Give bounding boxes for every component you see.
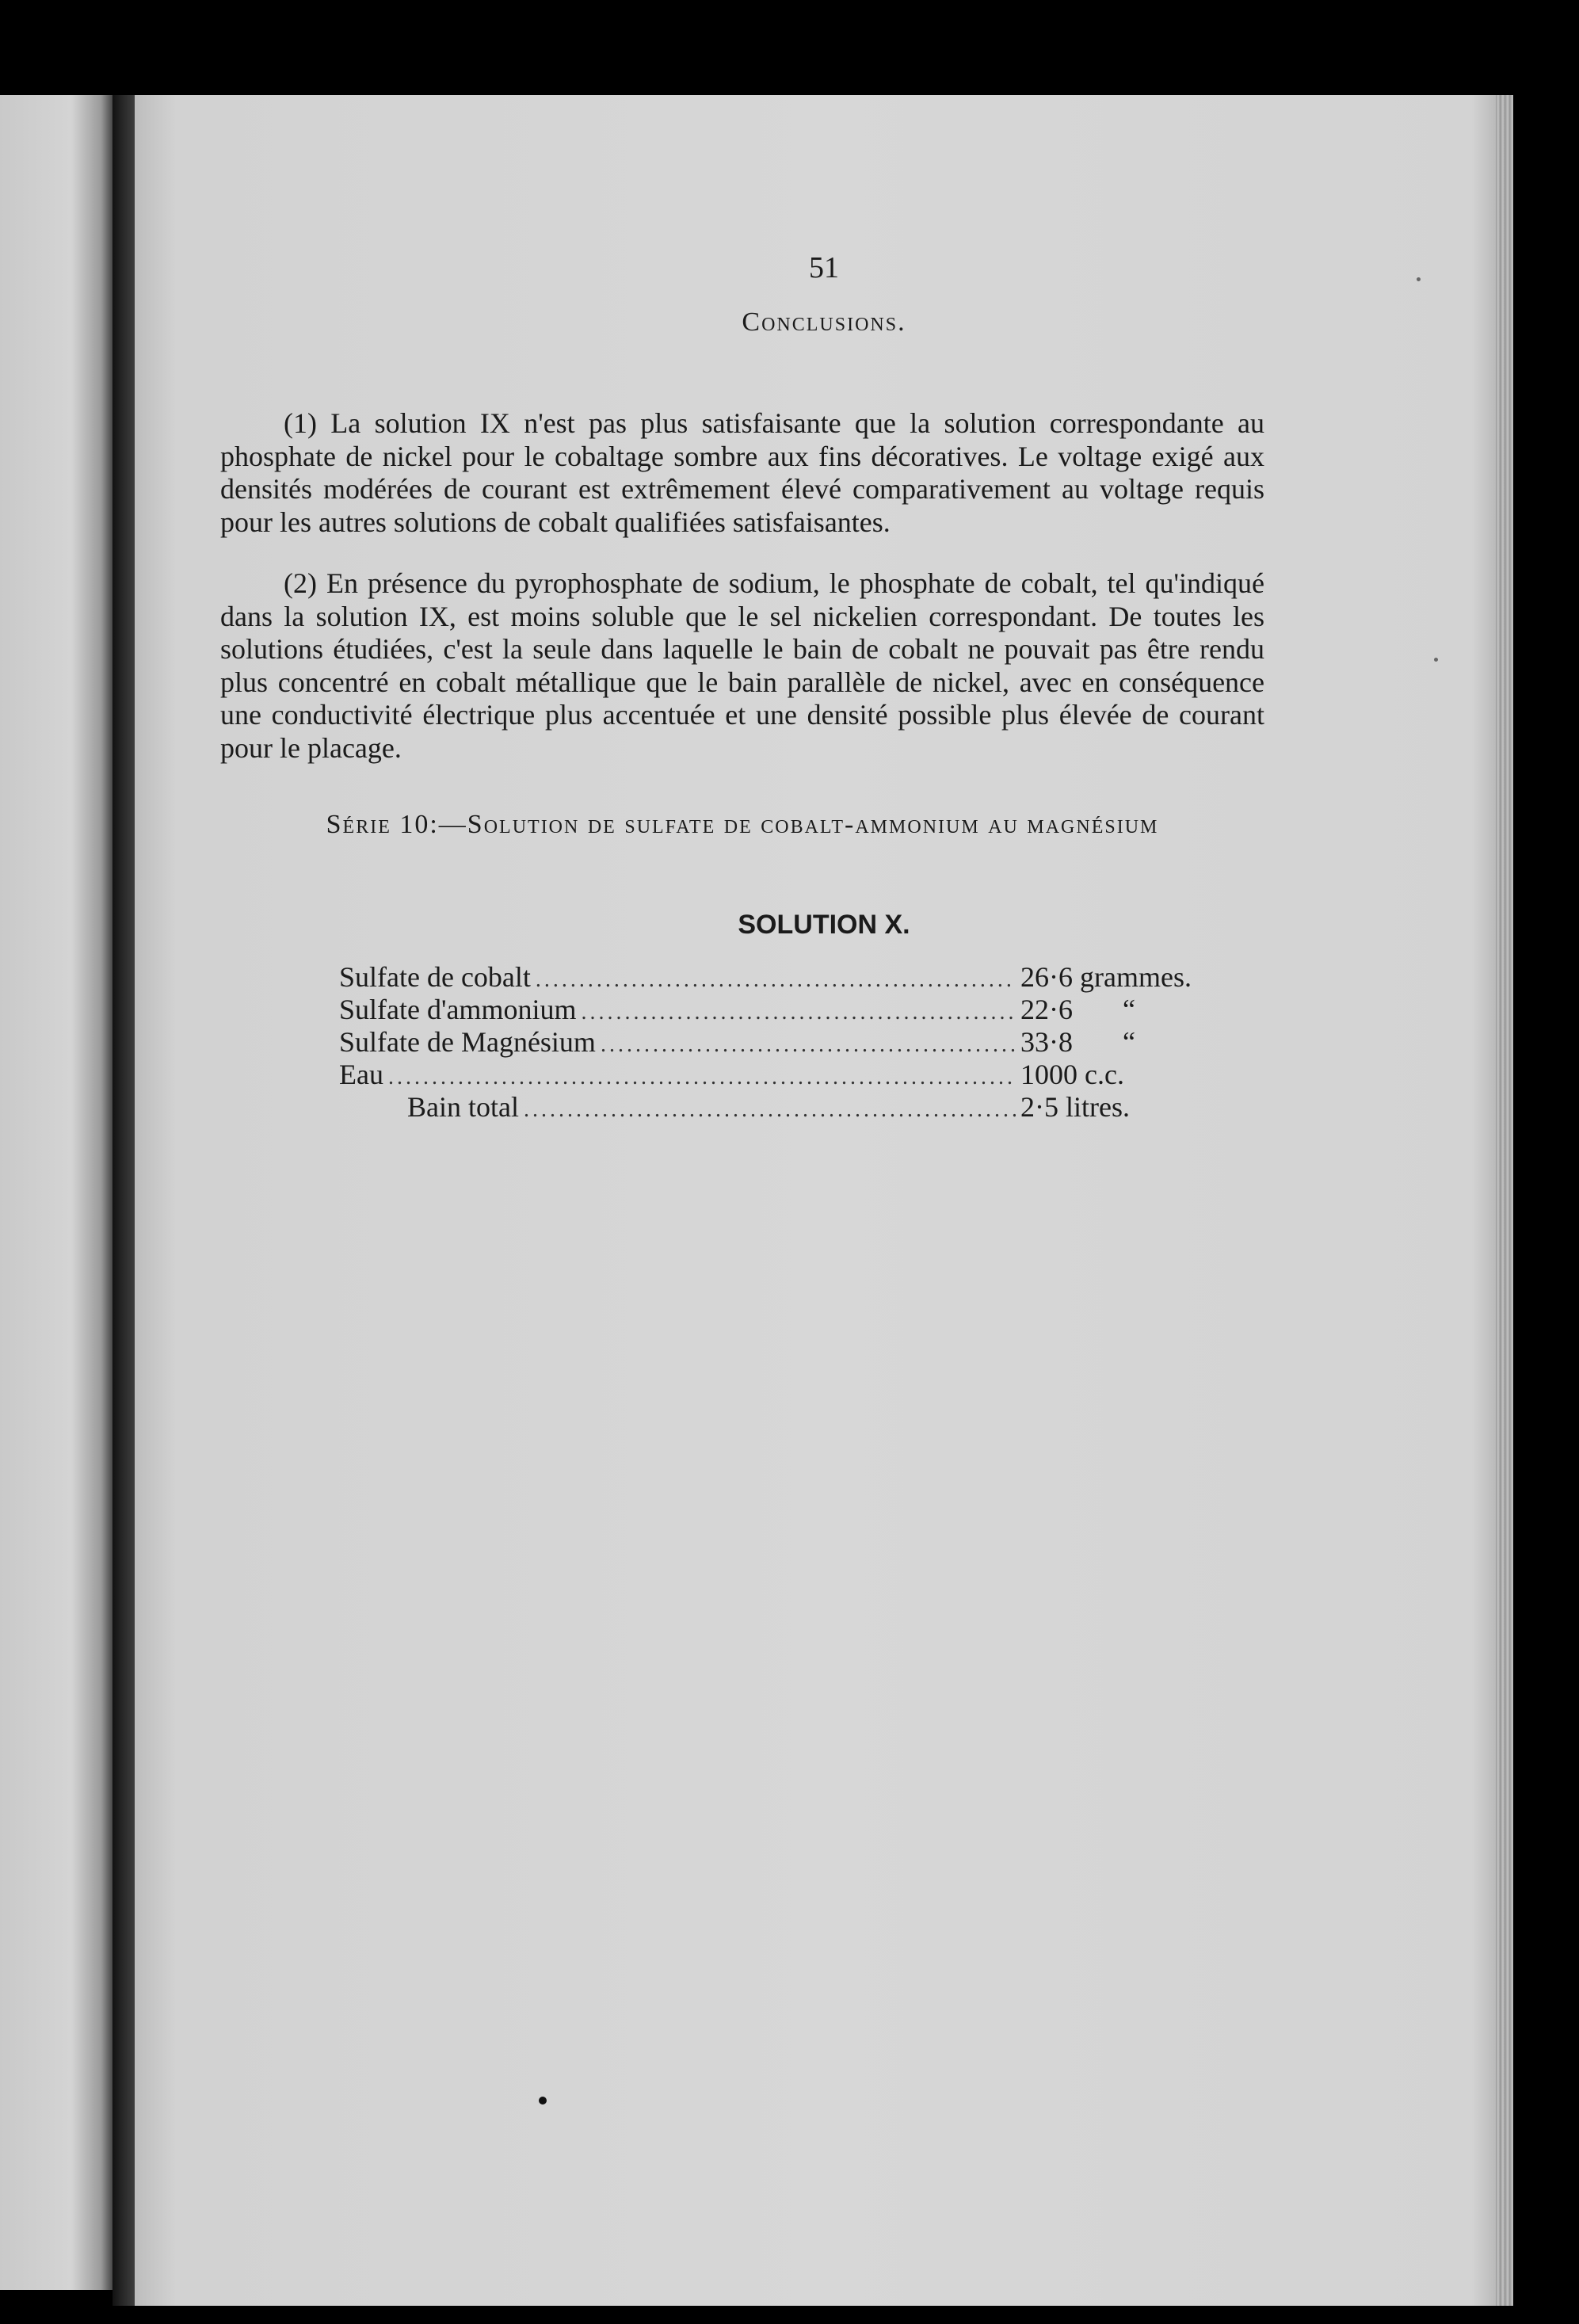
- recipe-quantity: 22·6 “: [1020, 994, 1135, 1025]
- recipe-total-row: [339, 1090, 1258, 1123]
- ink-speck: [539, 2097, 547, 2105]
- conclusion-paragraph-2: (2) En présence du pyrophosphate de sodium, le phosphate de cobalt, tel qu'indiqué dans la solution IX, est moins soluble que le sel nickelien correspondant. De toutes les solutions étudiées, c'est la seule dans laquelle le bain de cobalt ne pouvait pas être rendu plus concentré en cobalt métallique que le bain parallèle de nickel, avec en conséquence une conductivité électrique plus accentuée et une densité possible plus élevée de courant pour le placage.: [220, 567, 1264, 764]
- recipe-quantity: 1000 c.c.: [1020, 1059, 1124, 1090]
- leader-dots: [388, 1065, 1016, 1090]
- recipe-ingredient: Bain total: [407, 1091, 519, 1123]
- recipe-row: [339, 1058, 1258, 1090]
- recipe-ingredient: Sulfate de cobalt: [339, 961, 531, 993]
- series-title: Série 10:—Solution de sulfate de cobalt-ammonium au magnésium: [326, 810, 1159, 839]
- page-edge-stack: [1496, 95, 1513, 2306]
- recipe-row: [339, 993, 1258, 1025]
- ink-speck: [1434, 658, 1438, 662]
- recipe-quantity: 33·8 “: [1020, 1026, 1135, 1058]
- recipe-quantity: 26·6 grammes.: [1020, 961, 1192, 993]
- leader-dots: [536, 967, 1016, 993]
- conclusions-heading: Conclusions.: [742, 307, 906, 337]
- ink-speck: [1417, 277, 1421, 281]
- recipe-ingredient: Sulfate de Magnésium: [339, 1026, 596, 1058]
- right-page: [135, 95, 1513, 2306]
- solution-recipe-table: [339, 960, 1258, 1123]
- recipe-ingredient: Sulfate d'ammonium: [339, 994, 577, 1025]
- leader-dots: [601, 1032, 1016, 1058]
- left-page-edge: [0, 95, 119, 2290]
- recipe-row: [339, 960, 1258, 993]
- leader-dots: [524, 1097, 1016, 1123]
- recipe-row: [339, 1025, 1258, 1058]
- recipe-quantity: 2·5 litres.: [1020, 1091, 1130, 1123]
- solution-title: SOLUTION X.: [738, 910, 910, 940]
- page-number: 51: [809, 251, 839, 284]
- conclusion-paragraph-1: (1) La solution IX n'est pas plus satisfaisante que la solution correspondante au phosphate de nickel pour le cobaltage sombre aux fins décoratives. Le voltage exigé aux densités modérées de courant est extrêmement élevé comparativement au voltage requis pour les autres solutions de cobalt qualifiées satisfaisantes.: [220, 407, 1264, 538]
- recipe-ingredient: Eau: [339, 1059, 383, 1090]
- leader-dots: [581, 1000, 1016, 1025]
